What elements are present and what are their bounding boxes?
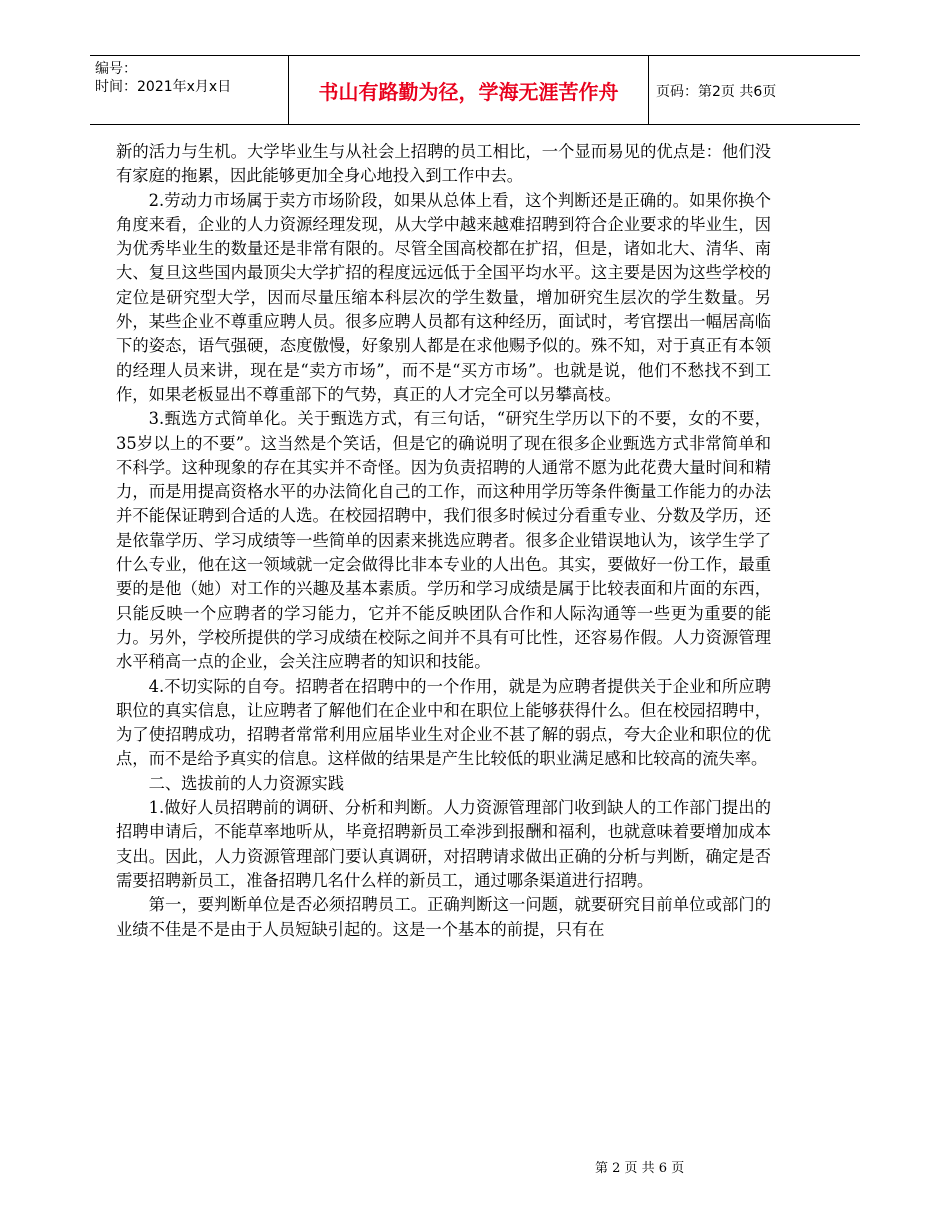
paragraph: 新的活力与生机。大学毕业生与从社会上招聘的员工相比，一个显而易见的优点是：他们没有家庭的拖累，因此能够更加全身心地投入到工作中去。 bbox=[116, 142, 771, 186]
paragraph: 第一，要判断单位是否必须招聘员工。正确判断这一问题，就要研究目前单位或部门的业绩不佳是不是由于人员短缺引起的。这是一个基本的前提，只有在 bbox=[116, 895, 771, 939]
paragraph: 4.不切实际的自夸。招聘者在招聘中的一个作用，就是为应聘者提供关于企业和所应聘职位的真实信息，让应聘者了解他们在企业中和在职位上能够获得什么。但在校园招聘中，为了使招聘成功，招聘者常常利用应届毕业生对企业不甚了解的弱点，夸大企业和职位的优点，而不是给予真实的信息。这样做的结果是产生比较低的职业满足感和比较高的流失率。 bbox=[116, 676, 771, 769]
section-heading: 二、选拔前的人力资源实践 bbox=[148, 773, 344, 793]
paragraph: 2.劳动力市场属于卖方市场阶段，如果从总体上看，这个判断还是正确的。如果你换个角度来看，企业的人力资源经理发现，从大学中越来越难招聘到符合企业要求的毕业生，因为优秀毕业生的数量还是非常有限的。尽管全国高校都在扩招，但是，诸如北大、清华、南大、复旦这些国内最顶尖大学扩招的程度远远低于全国平均水平。这主要是因为这些学校的定位是研究型大学，因而尽量压缩本科层次的学生数量，增加研究生层次的学生数量。另外，某些企业不尊重应聘人员。很多应聘人员都有这种经历，面试时，考官摆出一幅居高临下的姿态，语气强硬，态度傲慢，好象别人都是在求他赐予似的。殊不知，对于真正有本领的经理人员来讲，现在是“卖方市场”，而不是“买方市场”。也就是说，他们不愁找不到工作，如果老板显出不尊重部下的气势，真正的人才完全可以另攀高枝。 bbox=[116, 190, 771, 404]
page-header bbox=[90, 55, 860, 125]
document-body bbox=[116, 140, 771, 942]
paragraph: 3.甄选方式简单化。关于甄选方式，有三句话，“研究生学历以下的不要，女的不要，35岁以上的不要”。这当然是个笑话，但是它的确说明了现在很多企业甄选方式非常简单和不科学。这种现象的存在其实并不奇怪。因为负责招聘的人通常不愿为此花费大量时间和精力，而是用提高资格水平的办法简化自己的工作，而这种用学历等条件衡量工作能力的办法并不能保证聘到合适的人选。在校园招聘中，我们很多时候过分看重专业、分数及学历，还是依靠学历、学习成绩等一些简单的因素来挑选应聘者。很多企业错误地认为，该学生学了什么专业，他在这一领域就一定会做得比非本专业的人出色。其实，要做好一份工作，最重要的是他（她）对工作的兴趣及基本素质。学历和学习成绩是属于比较表面和片面的东西，只能反映一个应聘者的学习能力，它并不能反映团队合作和人际沟通等一些更为重要的能力。另外，学校所提供的学习成绩在校际之间并不具有可比性，还容易作假。人力资源管理水平稍高一点的企业，会关注应聘者的知识和技能。 bbox=[116, 409, 771, 672]
footer-page-number: 第 2 页 共 6 页 bbox=[595, 1161, 685, 1176]
paragraph: 1.做好人员招聘前的调研、分析和判断。人力资源管理部门收到缺人的工作部门提出的招聘申请后，不能草率地听从，毕竟招聘新员工牵涉到报酬和福利，也就意味着要增加成本支出。因此，人力资源管理部门要认真调研，对招聘请求做出正确的分析与判断，确定是否需要招聘新员工，准备招聘几名什么样的新员工，通过哪条渠道进行招聘。 bbox=[116, 798, 771, 890]
document-date: 时间：2021年x月x日 bbox=[95, 79, 232, 95]
document-number-label: 编号： bbox=[95, 61, 137, 77]
header-page-info: 页码：第2页 共6页 bbox=[656, 84, 777, 100]
header-meta bbox=[95, 60, 285, 96]
header-motto: 书山有路勤为径，学海无涯苦作舟 bbox=[318, 79, 619, 104]
header-motto-cell bbox=[288, 56, 649, 124]
